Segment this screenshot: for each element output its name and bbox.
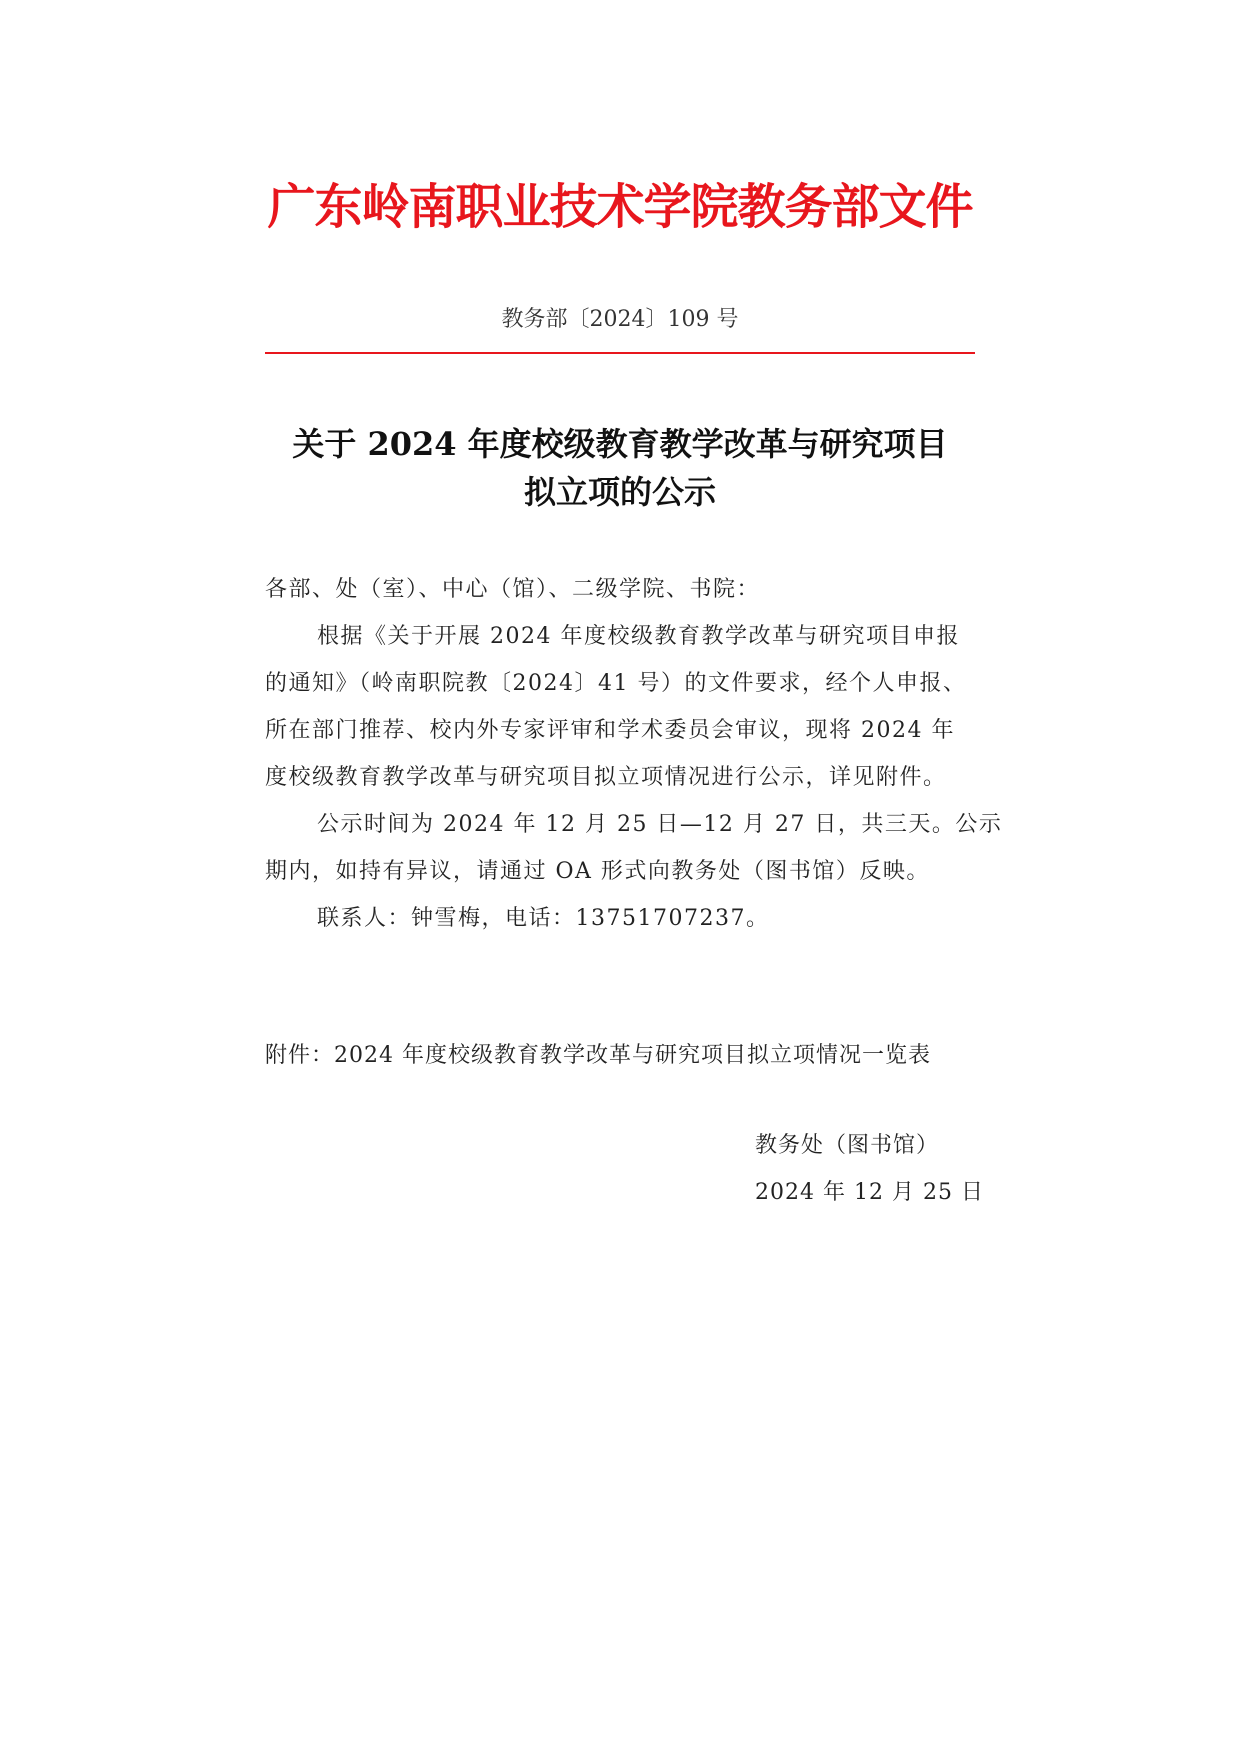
notice-title-line-1: 关于 2024 年度校级教育教学改革与研究项目 <box>292 425 948 463</box>
red-divider-line <box>265 352 975 354</box>
signature-date: 2024 年 12 月 25 日 <box>755 1180 984 1205</box>
institution-header-title: 广东岭南职业技术学院教务部文件 <box>267 179 973 235</box>
signature-block <box>755 1122 1000 1216</box>
paragraph-2-line-1: 公示时间为 2024 年 12 月 25 日—12 月 27 日，共三天。公示 <box>317 812 1003 837</box>
document-number: 教务部〔2024〕109 号 <box>501 307 739 332</box>
paragraph-1-line-2: 的通知》（岭南职院教〔2024〕41 号）的文件要求，经个人申报、 <box>265 671 967 696</box>
paragraph-1-line-1: 根据《关于开展 2024 年度校级教育教学改革与研究项目申报 <box>317 624 960 649</box>
paragraph-2-line-2: 期内，如持有异议，请通过 OA 形式向教务处（图书馆）反映。 <box>265 859 930 884</box>
notice-title <box>265 420 975 516</box>
salutation: 各部、处（室）、中心（馆）、二级学院、书院： <box>265 577 761 602</box>
paragraph-1-line-4: 度校级教育教学改革与研究项目拟立项情况进行公示，详见附件。 <box>265 765 947 790</box>
notice-title-line-2: 拟立项的公示 <box>523 473 716 511</box>
notice-body <box>265 566 1003 942</box>
signature-department: 教务处（图书馆） <box>755 1133 940 1158</box>
contact-line: 联系人：钟雪梅，电话：13751707237。 <box>317 906 770 931</box>
attachment-note: 附件：2024 年度校级教育教学改革与研究项目拟立项情况一览表 <box>265 1043 931 1068</box>
paragraph-1-line-3: 所在部门推荐、校内外专家评审和学术委员会审议，现将 2024 年 <box>265 718 955 743</box>
